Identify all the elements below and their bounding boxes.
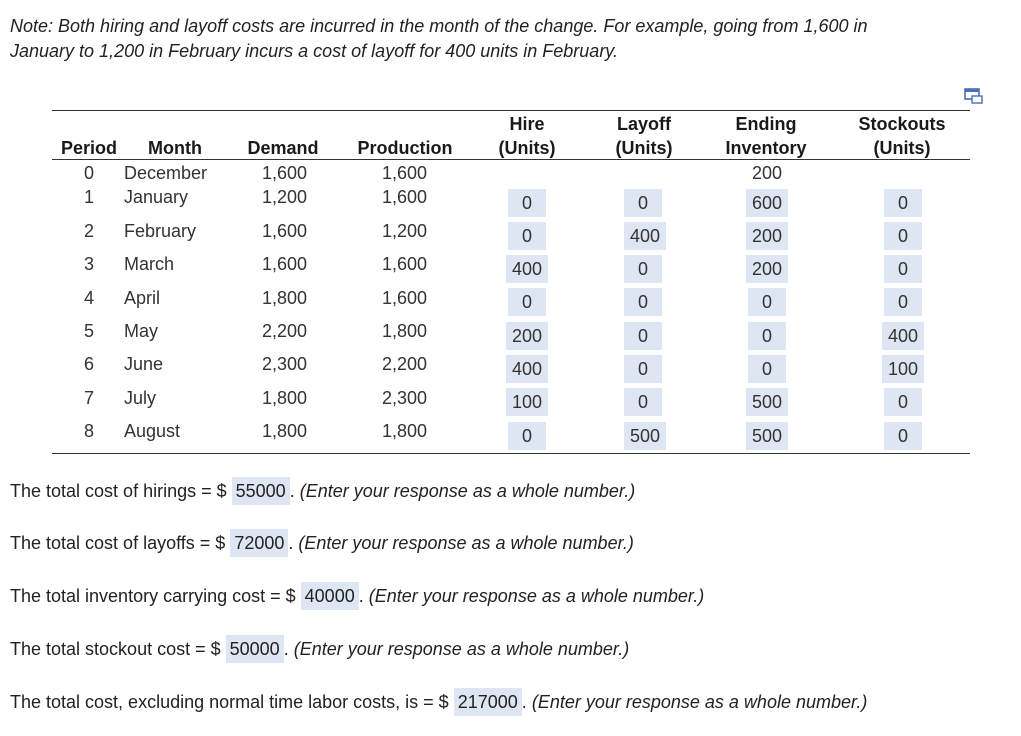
header-stockouts-line2: (Units) — [873, 138, 931, 158]
total-stockout-line — [10, 635, 629, 663]
period-cell: 2 — [84, 221, 95, 241]
stockouts-input[interactable]: 0 — [884, 288, 922, 316]
stockouts-input[interactable]: 0 — [884, 255, 922, 283]
total-stockout-period: . — [283, 639, 289, 659]
stockouts-input[interactable]: 400 — [882, 322, 924, 350]
total-carrying-line — [10, 582, 704, 610]
total-stockout-label: The total stockout cost = $ — [10, 639, 221, 659]
hire-input[interactable]: 100 — [506, 388, 548, 416]
layoff-input[interactable]: 0 — [624, 288, 662, 316]
production-cell: 1,200 — [382, 221, 428, 241]
hire-input[interactable]: 0 — [508, 222, 546, 250]
period-cell: 6 — [84, 354, 95, 374]
production-cell: 1,600 — [382, 187, 428, 207]
total-hirings-hint: (Enter your response as a whole number.) — [299, 481, 636, 501]
header-layoff-line2: (Units) — [615, 138, 673, 158]
hire-input[interactable]: 0 — [508, 422, 546, 450]
ending-inventory-input[interactable]: 0 — [748, 288, 786, 316]
ending-inventory-input[interactable]: 200 — [746, 255, 788, 283]
table-bottom-rule — [52, 453, 970, 454]
total-layoffs-hint: (Enter your response as a whole number.) — [298, 533, 634, 553]
ending-inventory-input[interactable]: 200 — [746, 222, 788, 250]
production-cell: 1,800 — [382, 321, 428, 341]
period-cell: 1 — [84, 187, 95, 207]
demand-cell: 2,200 — [262, 321, 308, 341]
total-stockout-hint: (Enter your response as a whole number.) — [293, 639, 630, 659]
header-stockouts-line1: Stockouts — [858, 114, 946, 134]
period-cell: 7 — [84, 388, 95, 408]
header-hire-line1: Hire — [509, 114, 545, 134]
month-cell: July — [124, 388, 157, 408]
header-ending-line2: Inventory — [725, 138, 807, 158]
stockouts-input[interactable]: 0 — [884, 422, 922, 450]
row0-ending: 200 — [751, 163, 783, 183]
period-cell: 8 — [84, 421, 95, 441]
total-layoffs-input[interactable]: 72000 — [230, 529, 288, 557]
month-cell: May — [124, 321, 159, 341]
row0-demand: 1,600 — [262, 163, 308, 183]
header-month: Month — [148, 138, 202, 158]
production-cell: 2,300 — [382, 388, 428, 408]
row0-period: 0 — [84, 163, 95, 183]
layoff-input[interactable]: 400 — [624, 222, 666, 250]
total-cost-hint: (Enter your response as a whole number.) — [531, 692, 868, 712]
total-hirings-line — [10, 477, 635, 505]
ending-inventory-input[interactable]: 0 — [748, 355, 786, 383]
hire-input[interactable]: 400 — [506, 255, 548, 283]
period-cell: 3 — [84, 254, 95, 274]
month-cell: April — [124, 288, 161, 308]
total-layoffs-period: . — [288, 533, 294, 553]
month-cell: March — [124, 254, 175, 274]
hire-input[interactable]: 400 — [506, 355, 548, 383]
production-cell: 1,800 — [382, 421, 428, 441]
ending-inventory-input[interactable]: 500 — [746, 422, 788, 450]
total-hirings-period: . — [289, 481, 295, 501]
note-line-1: Note: Both hiring and layoff costs are incurred in the month of the change. For example, going from 1,600 in — [10, 16, 868, 36]
instruction-note — [10, 14, 1000, 64]
total-carrying-period: . — [358, 586, 364, 606]
hire-input[interactable]: 200 — [506, 322, 548, 350]
production-cell: 1,600 — [382, 254, 428, 274]
ending-inventory-input[interactable]: 600 — [746, 189, 788, 217]
layoff-input[interactable]: 0 — [624, 189, 662, 217]
period-cell: 4 — [84, 288, 95, 308]
total-cost-label: The total cost, excluding normal time labor costs, is = $ — [10, 692, 449, 712]
demand-cell: 1,200 — [262, 187, 308, 207]
hire-input[interactable]: 0 — [508, 288, 546, 316]
header-demand: Demand — [247, 138, 319, 158]
stockouts-input[interactable]: 0 — [884, 388, 922, 416]
header-ending-line1: Ending — [735, 114, 797, 134]
stockouts-input[interactable]: 100 — [882, 355, 924, 383]
demand-cell: 1,800 — [262, 388, 308, 408]
total-hirings-input[interactable]: 55000 — [232, 477, 290, 505]
total-carrying-input[interactable]: 40000 — [301, 582, 359, 610]
layoff-input[interactable]: 500 — [624, 422, 666, 450]
stockouts-input[interactable]: 0 — [884, 189, 922, 217]
demand-cell: 2,300 — [262, 354, 308, 374]
layoff-input[interactable]: 0 — [624, 255, 662, 283]
demand-cell: 1,800 — [262, 288, 308, 308]
row0-production: 1,600 — [382, 163, 428, 183]
table-top-rule — [52, 110, 970, 111]
ending-inventory-input[interactable]: 500 — [746, 388, 788, 416]
note-line-2: January to 1,200 in February incurs a cost of layoff for 400 units in February. — [10, 41, 618, 61]
copy-icon[interactable] — [964, 88, 984, 104]
production-cell: 1,600 — [382, 288, 428, 308]
total-layoffs-line — [10, 529, 634, 557]
demand-cell: 1,800 — [262, 421, 308, 441]
header-hire-line2: (Units) — [498, 138, 556, 158]
month-cell: June — [124, 354, 164, 374]
total-stockout-input[interactable]: 50000 — [226, 635, 284, 663]
demand-cell: 1,600 — [262, 221, 308, 241]
total-layoffs-label: The total cost of layoffs = $ — [10, 533, 226, 553]
layoff-input[interactable]: 0 — [624, 355, 662, 383]
total-cost-period: . — [521, 692, 527, 712]
stockouts-input[interactable]: 0 — [884, 222, 922, 250]
month-cell: August — [124, 421, 181, 441]
header-layoff-line1: Layoff — [617, 114, 671, 134]
total-carrying-hint: (Enter your response as a whole number.) — [368, 586, 705, 606]
row0-month: December — [124, 163, 208, 183]
total-hirings-label: The total cost of hirings = $ — [10, 481, 227, 501]
total-cost-input[interactable]: 217000 — [454, 688, 522, 716]
total-cost-line — [10, 688, 867, 716]
ending-inventory-input[interactable]: 0 — [748, 322, 786, 350]
layoff-input[interactable]: 0 — [624, 322, 662, 350]
demand-cell: 1,600 — [262, 254, 308, 274]
hire-input[interactable]: 0 — [508, 189, 546, 217]
header-production: Production — [357, 138, 453, 158]
layoff-input[interactable]: 0 — [624, 388, 662, 416]
month-cell: January — [124, 187, 189, 207]
total-carrying-label: The total inventory carrying cost = $ — [10, 586, 296, 606]
table-header-rule — [52, 159, 970, 160]
period-cell: 5 — [84, 321, 95, 341]
header-period: Period — [60, 138, 117, 158]
production-cell: 2,200 — [382, 354, 428, 374]
month-cell: February — [124, 221, 197, 241]
